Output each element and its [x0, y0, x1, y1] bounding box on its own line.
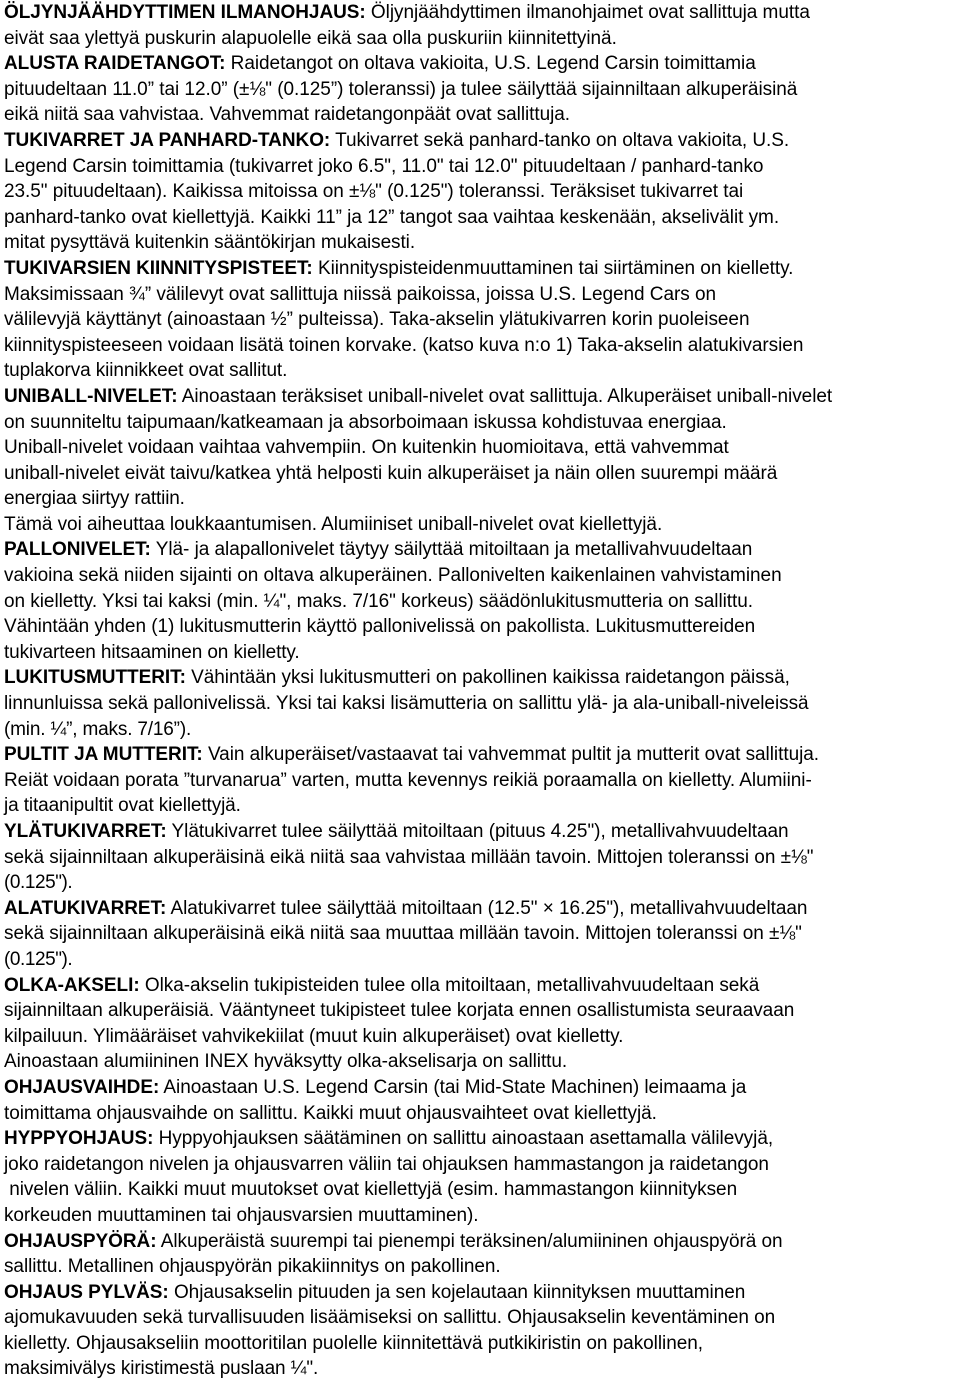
line-text: Ainoastaan U.S. Legend Carsin (tai Mid-State Machinen) leimaama ja: [159, 1076, 747, 1098]
line-text: Kiinnityspisteidenmuuttaminen tai siirtäminen on kielletty.: [312, 257, 794, 279]
text-line: [4, 51, 960, 77]
line-text: kielletty. Ohjausakseliin moottoritilan puolelle kiinnitettävä putkikiristin on pakollinen,: [4, 1332, 704, 1354]
text-line: [4, 614, 960, 640]
line-text: Ylätukivarret tulee säilyttää mitoiltaan (pituus 4.25"), metallivahvuudeltaan: [166, 821, 789, 842]
line-text: kilpailuun. Ylimääräiset vahvikekiilat (muut kuin alkuperäiset) ovat kielletty.: [4, 1025, 624, 1047]
text-line: [4, 358, 960, 384]
text-line: [4, 205, 960, 231]
text-line: [4, 717, 960, 743]
section-heading: UNIBALL-NIVELET:: [4, 385, 178, 407]
line-text: Ylä- ja alapallonivelet täytyy säilyttää mitoiltaan ja metallivahvuudeltaan: [150, 539, 753, 561]
line-text: sekä sijainniltaan alkuperäisinä eikä niitä saa muuttaa millään tavoin. Mittojen toleranssi on ±⅛": [4, 923, 802, 945]
line-text: energiaa siirtyy rattiin.: [4, 488, 185, 510]
line-text: Uniball-nivelet voidaan vaihtaa vahvempiin. On kuitenkin huomioitava, että vahvemmat: [4, 437, 729, 459]
line-text: sijainniltaan alkuperäisiä. Vääntyneet tukipisteet tulee korjata ennen osallistumista seuraavaan: [4, 1000, 795, 1022]
line-text: mitat pysyttävä kuitenkin sääntökirjan mukaisesti.: [4, 232, 416, 254]
section-heading: HYPPYOHJAUS:: [4, 1128, 154, 1150]
text-line: [4, 1305, 960, 1331]
line-text: panhard-tanko ovat kiellettyjä. Kaikki 11” ja 12” tangot saa vaihtaa keskenään, akselivälit ym.: [4, 206, 780, 228]
text-line: [4, 1229, 960, 1255]
text-line: [4, 1331, 960, 1357]
line-text: korkeuden muuttaminen tai ohjausvarsien muuttaminen).: [4, 1204, 479, 1226]
section-heading: TUKIVARRET JA PANHARD-TANKO:: [4, 129, 331, 151]
line-text: (0.125").: [4, 948, 73, 970]
line-text: vakioina sekä niiden sijainti on oltava alkuperäinen. Pallonivelten kaikenlainen vahvistaminen: [4, 565, 782, 587]
text-line: [4, 512, 960, 538]
line-text: Reiät voidaan porata ”turvanarua” varten, mutta kevennys reikiä poraamalla on kielletty. Alumiini-: [4, 769, 812, 791]
line-text: joko raidetangon nivelen ja ohjausvarren väliin tai ohjauksen hammastangon ja raidetangon: [4, 1153, 769, 1175]
line-text: Raidetangot on oltava vakioita, U.S. Legend Carsin toimittamia: [225, 53, 756, 75]
line-text: tuplakorva kiinnikkeet ovat sallitut.: [4, 360, 288, 382]
text-line: [4, 128, 960, 154]
line-text: Ainoastaan teräksiset uniball-nivelet ovat sallittuja. Alkuperäiset uniball-nivelet: [177, 385, 833, 407]
line-text: Tämä voi aiheuttaa loukkaantumisen. Alumiiniset uniball-nivelet ovat kiellettyjä.: [4, 513, 663, 535]
line-text: on kielletty. Yksi tai kaksi (min. ¼", maks. 7/16" korkeus) säädönlukitusmutteria on sallittu.: [4, 590, 754, 612]
text-line: [4, 896, 960, 922]
line-text: Hyppyohjauksen säätäminen on sallittu ainoastaan asettamalla välilevyjä,: [153, 1128, 774, 1150]
text-line: [4, 435, 960, 461]
text-line: [4, 1152, 960, 1178]
text-line: [4, 1101, 960, 1127]
text-line: [4, 1049, 960, 1075]
section-heading: OHJAUS PYLVÄS:: [4, 1281, 169, 1303]
line-text: Alatukivarret tulee säilyttää mitoiltaan (12.5" × 16.25"), metallivahvuudeltaan: [166, 897, 808, 919]
text-line: [4, 1203, 960, 1229]
line-text: 23.5" pituudeltaan). Kaikissa mitoissa on ±⅛" (0.125") toleranssi. Teräksiset tukivarret tai: [4, 181, 744, 203]
text-line: [4, 77, 960, 103]
text-line: [4, 691, 960, 717]
line-text: Ohjausakselin pituuden ja sen kojelautaan kiinnityksen muuttaminen: [168, 1281, 746, 1303]
regulations-text: [4, 0, 960, 1382]
text-line: [4, 0, 960, 26]
line-text: maksimivälys kiristimestä puslaan ¼".: [4, 1358, 319, 1380]
line-text: Maksimissaan ¾” välilevyt ovat sallittuja niissä paikoissa, joissa U.S. Legend Cars on: [4, 283, 716, 305]
section-heading: OHJAUSVAIHDE:: [4, 1076, 160, 1098]
text-line: [4, 973, 960, 999]
section-heading: OLKA-AKSELI:: [4, 974, 140, 996]
text-line: [4, 563, 960, 589]
text-line: [4, 102, 960, 128]
text-line: [4, 333, 960, 359]
text-line: [4, 486, 960, 512]
line-text: sekä sijainniltaan alkuperäisinä eikä niitä saa vahvistaa millään tavoin. Mittojen toleranssi on ±⅛": [4, 846, 814, 868]
line-text: tukivarteen hitsaaminen on kielletty.: [4, 641, 300, 663]
line-text: nivelen väliin. Kaikki muut muutokset ovat kiellettyjä (esim. hammastangon kiinnityksen: [4, 1179, 738, 1201]
line-text: (0.125").: [4, 872, 73, 894]
section-heading: TUKIVARSIEN KIINNITYSPISTEET:: [4, 257, 313, 279]
text-line: [4, 1280, 960, 1306]
text-line: [4, 1177, 960, 1203]
text-line: [4, 537, 960, 563]
line-text: Legend Carsin toimittamia (tukivarret joko 6.5", 11.0" tai 12.0" pituudeltaan / panhard-tanko: [4, 155, 764, 177]
section-heading: ÖLJYNJÄÄHDYTTIMEN ILMANOHJAUS:: [4, 2, 366, 23]
text-line: [4, 998, 960, 1024]
line-text: toimittama ohjausvaihde on sallittu. Kaikki muut ohjausvaihteet ovat kiellettyjä.: [4, 1102, 657, 1124]
line-text: ajomukavuuden sekä turvallisuuden lisäämiseksi on sallittu. Ohjausakselin keventäminen on: [4, 1307, 776, 1329]
section-heading: ALUSTA RAIDETANGOT:: [4, 53, 226, 75]
text-line: [4, 384, 960, 410]
section-heading: LUKITUSMUTTERIT:: [4, 667, 186, 689]
text-line: [4, 742, 960, 768]
text-line: [4, 947, 960, 973]
text-line: [4, 921, 960, 947]
section-heading: PALLONIVELET:: [4, 539, 151, 561]
line-text: Vähintään yhden (1) lukitusmutterin käyttö pallonivelissä on pakollista. Lukitusmuttereiden: [4, 616, 756, 638]
line-text: Vähintään yksi lukitusmutteri on pakollinen kaikissa raidetangon päissä,: [185, 667, 790, 689]
line-text: eivät saa ylettyä puskurin alapuolelle eikä saa olla puskuriin kiinnitettyinä.: [4, 27, 617, 49]
text-line: [4, 1126, 960, 1152]
text-line: [4, 26, 960, 52]
line-text: kiinnityspisteeseen voidaan lisätä toinen korvake. (katso kuva n:o 1) Taka-akselin alatukivarsien: [4, 334, 804, 356]
text-line: [4, 845, 960, 871]
line-text: linnunluissa sekä pallonivelissä. Yksi tai kaksi lisämutteria on sallittu ylä- ja ala-uniball-niveleissä: [4, 693, 809, 715]
text-line: [4, 1075, 960, 1101]
text-line: [4, 793, 960, 819]
section-heading: YLÄTUKIVARRET:: [4, 821, 167, 842]
line-text: Vain alkuperäiset/vastaavat tai vahvemmat pultit ja mutterit ovat sallittuja.: [202, 744, 820, 766]
text-line: [4, 819, 960, 845]
line-text: eikä niitä saa vahvistaa. Vahvemmat raidetangonpäät ovat sallittuja.: [4, 104, 570, 126]
line-text: Öljynjäähdyttimen ilmanohjaimet ovat sallittuja mutta: [365, 2, 810, 23]
text-line: [4, 256, 960, 282]
line-text: (min. ¼”, maks. 7/16”).: [4, 718, 192, 740]
text-line: [4, 461, 960, 487]
text-line: [4, 589, 960, 615]
text-line: [4, 230, 960, 256]
text-line: [4, 870, 960, 896]
line-text: ja titaanipultit ovat kiellettyjä.: [4, 795, 241, 817]
line-text: välilevyjä käyttänyt (ainoastaan ½” pulteissa). Taka-akselin ylätukivarren korin puoleiseen: [4, 309, 750, 331]
section-heading: PULTIT JA MUTTERIT:: [4, 744, 203, 766]
text-line: [4, 665, 960, 691]
line-text: Ainoastaan alumiininen INEX hyväksytty olka-akselisarja on sallittu.: [4, 1051, 568, 1073]
text-line: [4, 1024, 960, 1050]
text-line: [4, 1356, 960, 1382]
line-text: Alkuperäistä suurempi tai pienempi teräksinen/alumiininen ohjauspyörä on: [156, 1230, 783, 1252]
text-line: [4, 179, 960, 205]
text-line: [4, 154, 960, 180]
line-text: uniball-nivelet eivät taivu/katkea yhtä helposti kuin alkuperäiset ja näin ollen suurempi määrä: [4, 462, 778, 484]
line-text: sallittu. Metallinen ohjauspyörän pikakiinnitys on pakollinen.: [4, 1256, 501, 1278]
text-line: [4, 1254, 960, 1280]
text-line: [4, 640, 960, 666]
text-line: [4, 768, 960, 794]
section-heading: OHJAUSPYÖRÄ:: [4, 1230, 157, 1252]
line-text: on suunniteltu taipumaan/katkeamaan ja absorboimaan iskussa kohdistuvaa energiaa.: [4, 411, 727, 433]
section-heading: ALATUKIVARRET:: [4, 897, 167, 919]
line-text: Tukivarret sekä panhard-tanko on oltava vakioita, U.S.: [330, 129, 790, 151]
line-text: pituudeltaan 11.0” tai 12.0” (±⅛" (0.125”) toleranssi) ja tulee säilyttää sijainniltaan alkuperäisinä: [4, 78, 798, 100]
text-line: [4, 282, 960, 308]
line-text: Olka-akselin tukipisteiden tulee olla mitoiltaan, metallivahvuudeltaan sekä: [139, 974, 760, 996]
text-line: [4, 307, 960, 333]
text-line: [4, 410, 960, 436]
